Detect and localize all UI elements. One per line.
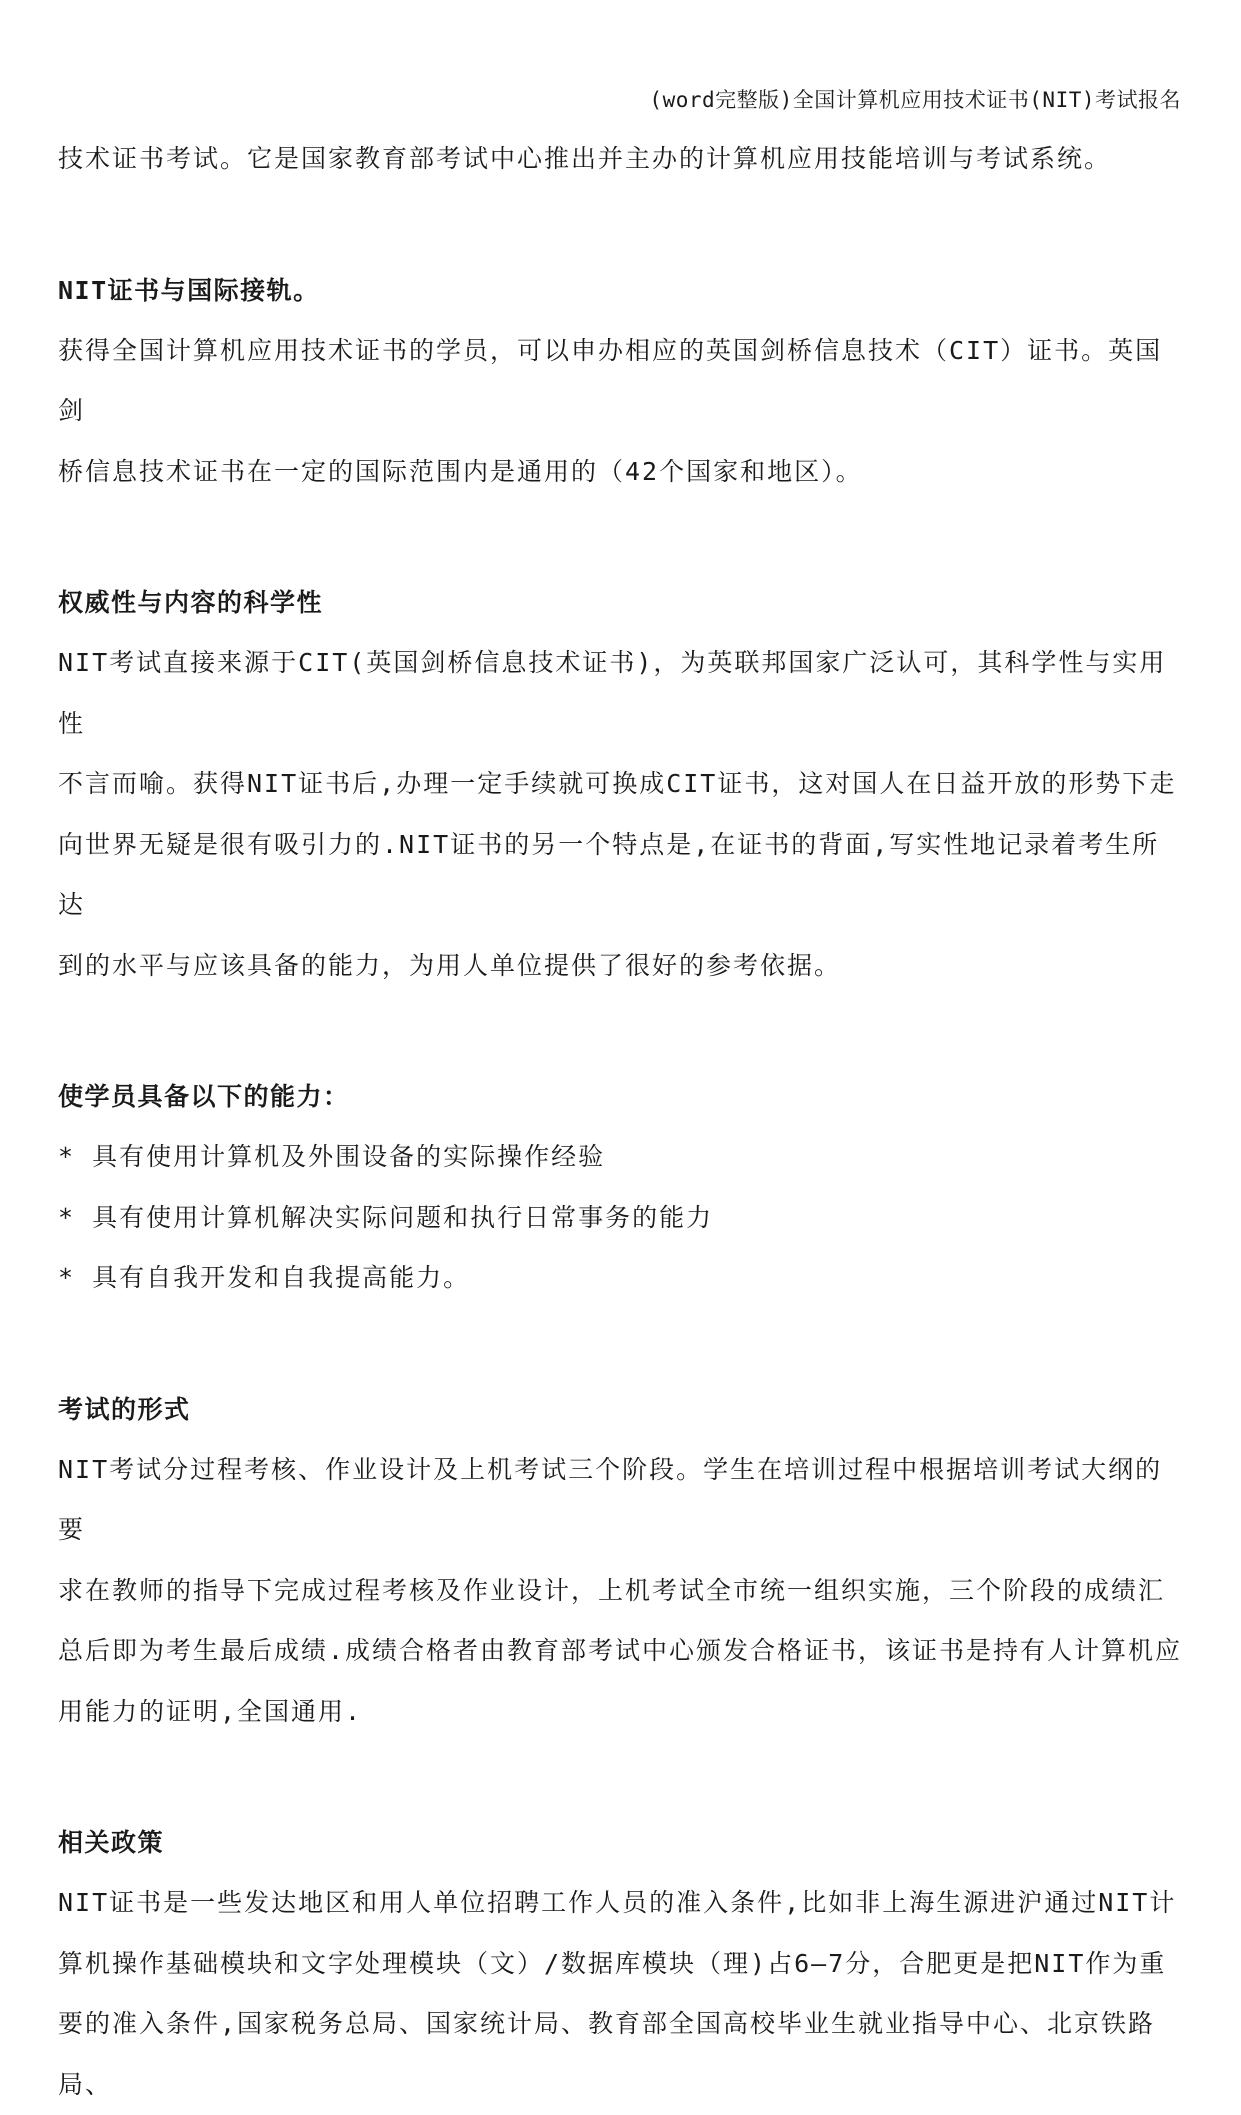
paragraph-line: NIT考试分过程考核、作业设计及上机考试三个阶段。学生在培训过程中根据培训考试大纲的要: [58, 1454, 1163, 1544]
document-body: [58, 129, 1186, 2115]
paragraph-line: 要的准入条件,国家税务总局、国家统计局、教育部全国高校毕业生就业指导中心、北京铁路局、: [58, 2009, 1156, 2099]
paragraph-line: NIT证书是一些发达地区和用人单位招聘工作人员的准入条件,比如非上海生源进沪通过NIT计: [58, 1888, 1177, 1917]
section-heading: NIT证书与国际接轨。: [58, 275, 320, 305]
paragraph-line: 到的水平与应该具备的能力，为用人单位提供了很好的参考依据。: [58, 950, 842, 980]
paragraph-line: NIT考试直接来源于CIT(英国剑桥信息技术证书)，为英联邦国家广泛认可，其科学性与实用性: [58, 648, 1167, 738]
paragraph-line: 总后即为考生最后成绩.成绩合格者由教育部考试中心颁发合格证书，该证书是持有人计算机应: [58, 1636, 1183, 1665]
list-item: * 具有使用计算机解决实际问题和执行日常事务的能力: [58, 1202, 714, 1232]
section-heading: 考试的形式: [58, 1394, 191, 1424]
paragraph-line: 向世界无疑是很有吸引力的.NIT证书的另一个特点是,在证书的背面,写实性地记录着考生所达: [58, 829, 1160, 919]
page-header: (word完整版)全国计算机应用技术证书(NIT)考试报名: [649, 88, 1181, 112]
paragraph-line: 不言而喻。获得NIT证书后,办理一定手续就可换成CIT证书，这对国人在日益开放的形势下走: [58, 769, 1177, 798]
authority-section: [58, 573, 1186, 996]
section-heading: 使学员具备以下的能力：: [58, 1082, 350, 1111]
section-heading: 相关政策: [58, 1828, 165, 1857]
abilities-section: [58, 1067, 1186, 1309]
paragraph-line: 桥信息技术证书在一定的国际范围内是通用的（42个国家和地区）。: [58, 456, 863, 486]
list-item: * 具有使用计算机及外围设备的实际操作经验: [58, 1142, 606, 1171]
exam-form-section: [58, 1380, 1186, 1743]
international-section: [58, 261, 1186, 503]
paragraph-line: 用能力的证明,全国通用.: [58, 1696, 363, 1726]
section-heading: 权威性与内容的科学性: [58, 588, 324, 617]
paragraph-line: 获得全国计算机应用技术证书的学员，可以申办相应的英国剑桥信息技术（CIT）证书。英国剑: [58, 335, 1163, 425]
list-item: * 具有自我开发和自我提高能力。: [58, 1263, 471, 1292]
paragraph-line: 求在教师的指导下完成过程考核及作业设计，上机考试全市统一组织实施，三个阶段的成绩汇: [58, 1575, 1166, 1605]
intro-section: [58, 129, 1186, 190]
paragraph-line: 算机操作基础模块和文字处理模块（文）/数据库模块（理)占6—7分，合肥更是把NIT作为重: [58, 1948, 1167, 1978]
policy-section: [58, 1813, 1186, 2115]
paragraph-line: 技术证书考试。它是国家教育部考试中心推出并主办的计算机应用技能培训与考试系统。: [58, 144, 1112, 173]
